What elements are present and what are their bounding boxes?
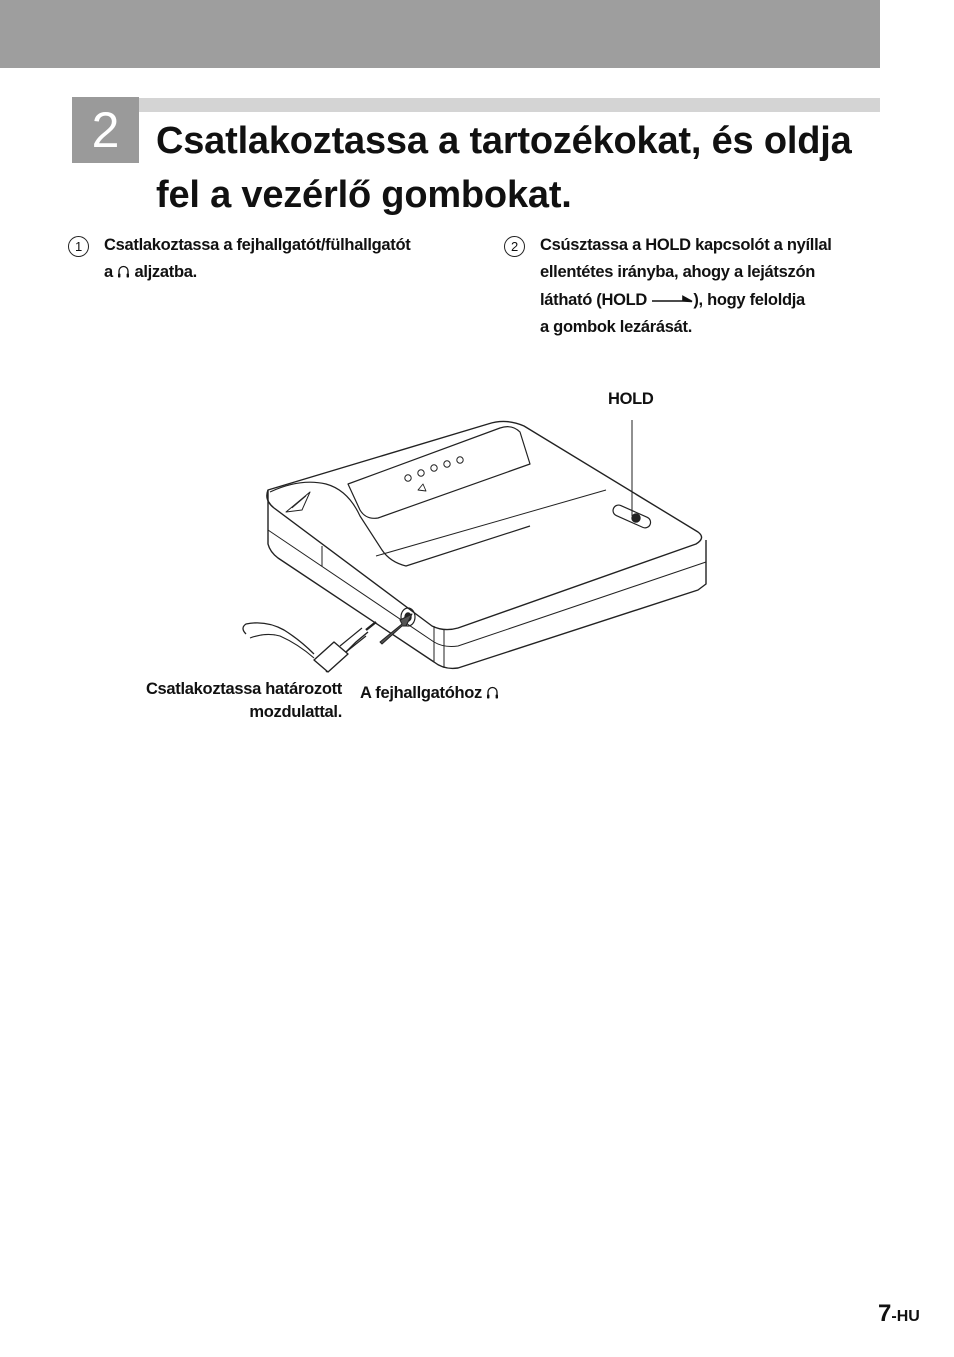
page-title [156, 114, 886, 222]
step-2-line-3 [540, 285, 870, 314]
step-2-line-4: a gombok lezárását. [540, 317, 693, 336]
step-1-suffix: aljzatba. [134, 262, 197, 281]
page-number [878, 1300, 920, 1328]
title-line-1: Csatlakoztassa a tartozékokat, és oldja [156, 120, 852, 162]
connect-caption-line-1: Csatlakoztassa határozott [145, 680, 342, 698]
page-number-value: 7 [878, 1300, 892, 1327]
headphones-icon [117, 261, 130, 288]
title-rule [139, 98, 880, 112]
step-1 [75, 232, 464, 287]
title-line-2: fel a vezérlő gombokat. [156, 174, 572, 216]
step-1-line-1: Csatlakoztassa a fejhallgatót/fülhallgatót [104, 236, 411, 254]
step-2-line-2: ellentétes irányba, ahogy a lejátszón [540, 262, 815, 281]
hold-callout: HOLD [608, 390, 654, 408]
step-2-line-3-prefix: látható (HOLD [540, 291, 648, 309]
step-1-prefix: a [104, 262, 113, 281]
step-2-line-3-suffix: ), hogy feloldja [693, 291, 805, 309]
headphone-caption [360, 682, 499, 707]
section-number-box: 2 [72, 97, 139, 163]
step-1-line-2 [104, 259, 464, 288]
headphone-caption-text: A fejhallgatóhoz [360, 684, 483, 702]
step-1-number: 1 [68, 236, 89, 257]
headphones-icon [486, 684, 499, 707]
connect-caption [100, 678, 342, 724]
top-band [0, 0, 880, 68]
step-2 [511, 232, 870, 340]
connect-caption-line-2: mozdulattal. [249, 703, 342, 721]
step-2-number: 2 [504, 236, 525, 257]
player-illustration [230, 380, 730, 700]
step-2-line-1: Csúsztassa a HOLD kapcsolót a nyíllal [540, 236, 832, 254]
hold-arrow-icon [651, 285, 693, 312]
page-number-suffix: -HU [891, 1308, 920, 1325]
